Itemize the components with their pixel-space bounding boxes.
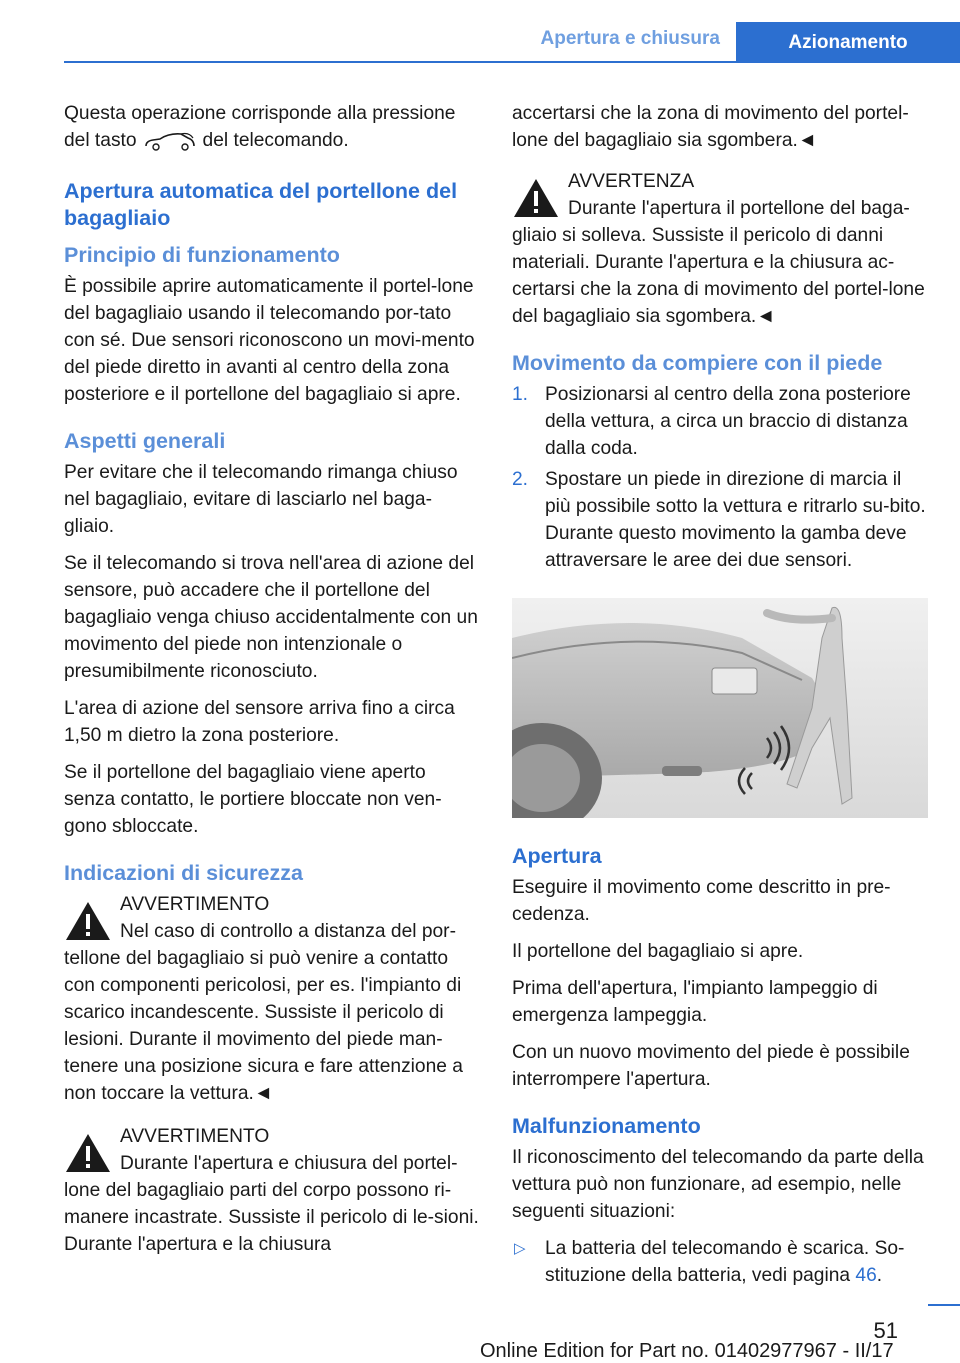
heading-safety: Indicazioni di sicurezza xyxy=(64,861,303,885)
opening-paragraph-3: Prima dell'apertura, l'impianto lampeggio di emergenza lampeggia. xyxy=(512,978,878,1026)
malfunction-list xyxy=(512,1235,928,1289)
intro-text-before: Questa operazione corrisponde alla pressione del tasto xyxy=(64,103,456,151)
step-number: 2. xyxy=(512,469,529,490)
heading-general: Aspetti generali xyxy=(64,429,226,453)
list-item xyxy=(512,466,928,574)
edition-line: Online Edition for Part no. 01402977967 - II/17 xyxy=(480,1340,894,1362)
step-number: 1. xyxy=(512,384,529,405)
page-number: 51 xyxy=(873,1318,898,1343)
warning-title: AVVERTIMENTO xyxy=(120,894,270,915)
list-item xyxy=(512,1235,928,1289)
opening-paragraph-1: Eseguire il movimento come descritto in pre-cedenza. xyxy=(512,877,891,925)
warning-triangle-icon xyxy=(64,899,112,943)
heading-foot-movement: Movimento da compiere con il piede xyxy=(512,351,883,375)
general-paragraph-3: L'area di azione del sensore arriva fino a circa 1,50 m dietro la zona posteriore. xyxy=(64,698,455,746)
step-text: Spostare un piede in direzione di marcia il più possibile sotto la vettura e ritrarlo su-bito. Durante questo movimento la gamba deve attraversare le aree dei due sensori. xyxy=(545,469,926,571)
general-paragraph-2: Se il telecomando si trova nell'area di azione del sensore, può accadere che il portellone del bagagliaio venga chiuso accidentalmente con un movimento del piede non intenzionale o presumibilmente riconosciuto. xyxy=(64,553,478,682)
bullet-text: La batteria del telecomando è scarica. So-stituzione della batteria, vedi pagina xyxy=(545,1238,905,1286)
principle-paragraph: È possibile aprire automaticamente il portel-lone del bagagliaio usando il telecomando por-tato con sé. Due sensori riconoscono un movi-mento del piede diretto in avanti al centro della zona posteriore e il portellone del bagagliaio si apre. xyxy=(64,276,475,405)
step-text: Posizionarsi al centro della zona posteriore della vettura, a circa un braccio di distanza dalla coda. xyxy=(545,384,911,459)
header-rule xyxy=(64,61,960,63)
intro-text-after: del telecomando. xyxy=(202,130,349,151)
warning-title: AVVERTIMENTO xyxy=(120,1126,270,1147)
warning-triangle-icon xyxy=(512,176,560,220)
intro-paragraph xyxy=(64,100,480,154)
warning-block-1 xyxy=(64,891,480,1107)
caution-title: AVVERTENZA xyxy=(568,171,695,192)
header-section-title: Apertura e chiusura xyxy=(540,28,720,49)
bullet-end: . xyxy=(876,1265,883,1286)
steps-list xyxy=(512,381,928,574)
left-column xyxy=(64,100,480,1268)
warning-triangle-icon xyxy=(64,1131,112,1175)
right-column xyxy=(512,100,928,1299)
general-paragraph-4: Se il portellone del bagagliaio viene aperto senza contatto, le portiere bloccate non ven-gono sbloccate. xyxy=(64,762,442,837)
opening-paragraph-4: Con un nuovo movimento del piede è possibile interrompere l'apertura. xyxy=(512,1042,910,1090)
heading-principle: Principio di funzionamento xyxy=(64,243,340,267)
heading-automatic-opening: Apertura automatica del portellone del bagagliaio xyxy=(64,179,458,230)
warning-text: Durante l'apertura e chiusura del portel-lone del bagagliaio parti del corpo possono ri-manere incastrate. Sussiste il pericolo di le-sioni. Durante l'apertura e la chiusura xyxy=(64,1153,479,1255)
caution-block xyxy=(512,168,928,330)
page-link[interactable]: 46 xyxy=(855,1265,877,1286)
caution-text: Durante l'apertura il portellone del baga-gliaio si solleva. Sussiste il pericolo di danni materiali. Durante l'apertura e la chiusura ac-certarsi che la zona di movimento del portel-lone del bagagliaio sia sgombera.◄ xyxy=(512,198,925,327)
car-rear-foot-sensor-illustration xyxy=(512,598,928,818)
warning-block-2 xyxy=(64,1123,480,1258)
warning-text: Nel caso di controllo a distanza del por-tellone del bagagliaio si può venire a contatto con componenti pericolosi, per es. l'impianto di scarico incandescente. Sussiste il pericolo di lesioni. Durante il movimento del piede man-tenere una posizione sicura e fare attenzione a non toccare la vettura.◄ xyxy=(64,921,463,1104)
bullet-triangle-icon: ▷ xyxy=(514,1240,526,1257)
header-chapter-tab: Azionamento xyxy=(736,22,960,63)
list-item xyxy=(512,381,928,462)
continued-paragraph: accertarsi che la zona di movimento del portel-lone del bagagliaio sia sgombera.◄ xyxy=(512,103,909,151)
footer-rule xyxy=(928,1304,960,1306)
malfunction-paragraph: Il riconoscimento del telecomando da parte della vettura può non funzionare, ad esempio, nelle seguenti situazioni: xyxy=(512,1147,924,1222)
car-tailgate-icon xyxy=(143,130,197,152)
heading-opening: Apertura xyxy=(512,844,602,868)
general-paragraph-1: Per evitare che il telecomando rimanga chiuso nel bagagliaio, evitare di lasciarlo nel baga-gliaio. xyxy=(64,462,458,537)
opening-paragraph-2: Il portellone del bagagliaio si apre. xyxy=(512,941,804,962)
heading-malfunction: Malfunzionamento xyxy=(512,1114,701,1138)
